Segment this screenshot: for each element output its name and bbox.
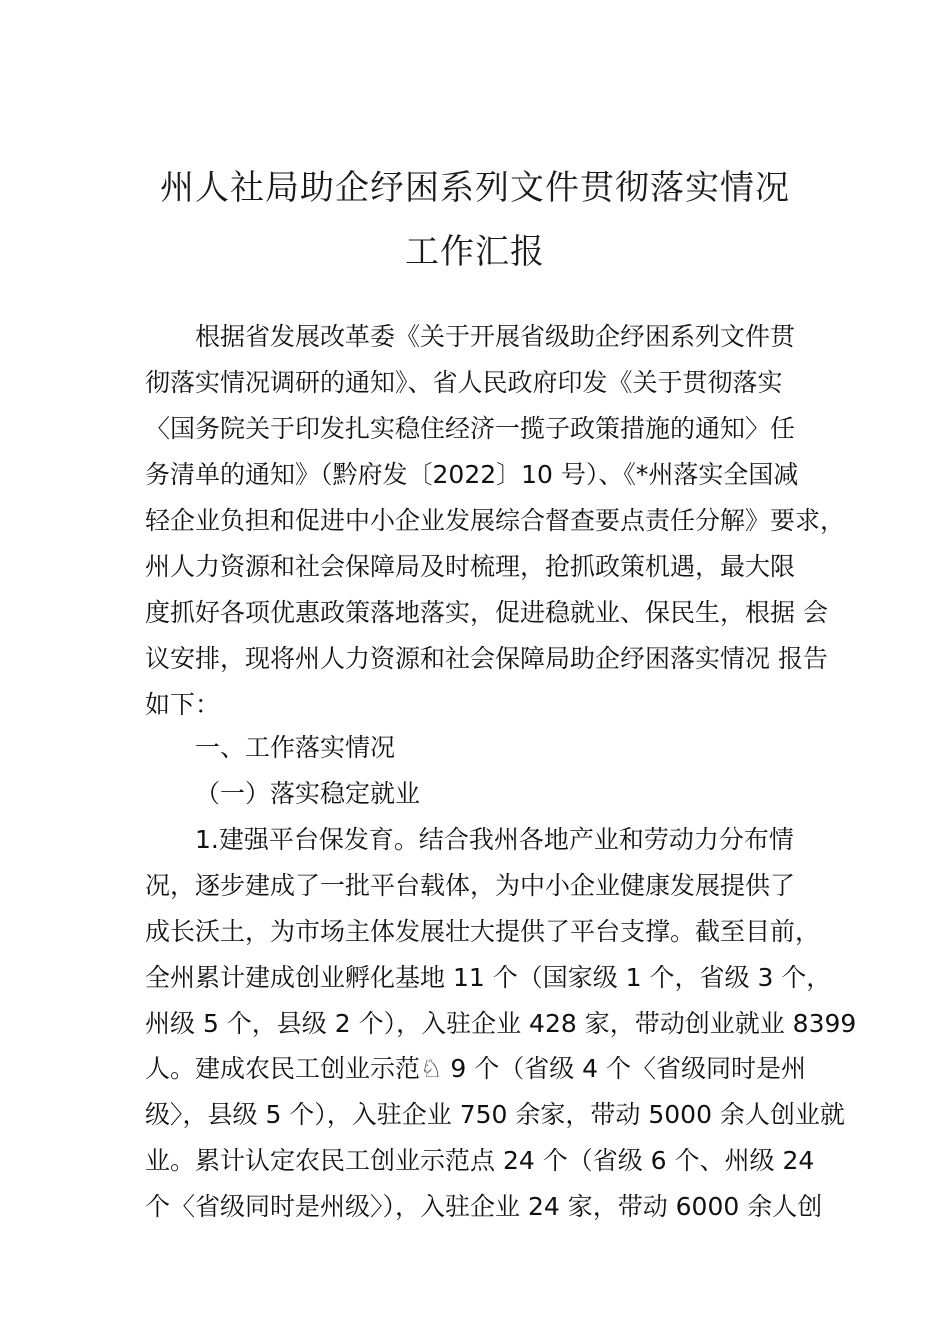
body-line: 彻落实情况调研的通知》、省人民政府印发《关于贯彻落实 xyxy=(145,368,783,397)
body-line: 〈国务院关于印发扎实稳住经济一揽子政策措施的通知〉任 xyxy=(145,414,796,443)
document-title-line-2: 工作汇报 xyxy=(405,232,545,272)
document-title-line-1: 州人社局助企纾困系列文件贯彻落实情况 xyxy=(160,168,790,208)
body-line: 况，逐步建成了一批平台载体，为中小企业健康发展提供了 xyxy=(145,871,796,900)
body-line: 轻企业负担和促进中小企业发展综合督查要点责任分解》要求， xyxy=(145,506,846,535)
body-line: 议安排，现将州人力资源和社会保障局助企纾困落实情况 报告 xyxy=(145,644,828,673)
body-line: 成长沃土，为市场主体发展壮大提供了平台支撑。截至目前， xyxy=(145,917,821,946)
body-line: 级〉，县级 5 个），入驻企业 750 余家，带动 5000 余人创业就 xyxy=(145,1100,845,1129)
body-line: 州人力资源和社会保障局及时梳理，抢抓政策机遇，最大限 xyxy=(145,552,796,581)
section-heading: 一、工作落实情况 xyxy=(195,733,396,762)
body-line: 务清单的通知》（黔府发〔2022〕10 号）、《*州落实全国减 xyxy=(145,460,799,489)
body-line: 如下： xyxy=(145,690,221,719)
body-line: 业。累计认定农民工创业示范点 24 个（省级 6 个、州级 24 xyxy=(145,1146,815,1175)
body-line: 州级 5 个，县级 2 个），入驻企业 428 家，带动创业就业 8399 xyxy=(145,1009,857,1038)
body-line: 全州累计建成创业孵化基地 11 个（国家级 1 个，省级 3 个， xyxy=(145,963,832,992)
body-line: 1.建强平台保发育。结合我州各地产业和劳动力分布情 xyxy=(195,825,794,854)
body-line: 个〈省级同时是州级〉），入驻企业 24 家，带动 6000 余人创 xyxy=(145,1192,823,1221)
body-line: 人。建成农民工创业示范♘ 9 个（省级 4 个〈省级同时是州 xyxy=(145,1054,807,1083)
body-line: 度抓好各项优惠政策落地落实，促进稳就业、保民生，根据 会 xyxy=(145,598,828,627)
body-line: 根据省发展改革委《关于开展省级助企纾困系列文件贯 xyxy=(195,322,796,351)
subsection-heading: （一）落实稳定就业 xyxy=(195,779,421,808)
